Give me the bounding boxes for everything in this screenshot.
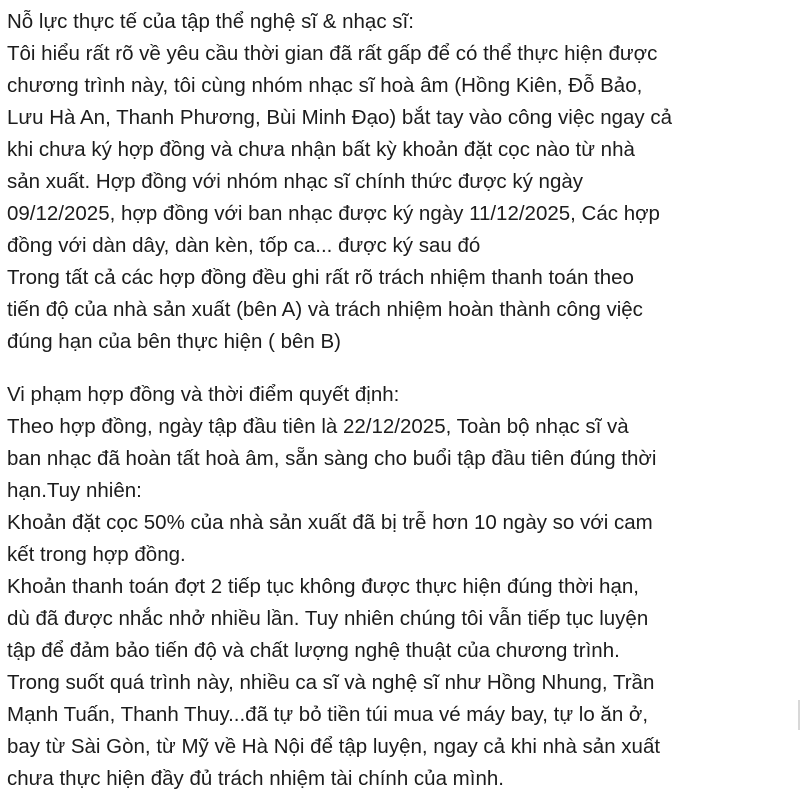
text-line: tiến độ của nhà sản xuất (bên A) và trách nhiệm hoàn thành công việc [7,298,643,321]
paragraph-contract-violation [7,379,800,795]
text-line: tập để đảm bảo tiến độ và chất lượng nghệ thuật của chương trình. [7,639,620,662]
paragraph-efforts [7,6,800,358]
text-line: Khoản đặt cọc 50% của nhà sản xuất đã bị trễ hơn 10 ngày so với cam [7,511,653,534]
post-text [7,6,800,795]
text-line: khi chưa ký hợp đồng và chưa nhận bất kỳ khoản đặt cọc nào từ nhà [7,138,635,161]
text-line: Trong tất cả các hợp đồng đều ghi rất rõ trách nhiệm thanh toán theo [7,266,634,289]
text-line: Vi phạm hợp đồng và thời điểm quyết định: [7,383,400,406]
text-line: đúng hạn của bên thực hiện ( bên B) [7,330,341,353]
text-line: 09/12/2025, hợp đồng với ban nhạc được ký ngày 11/12/2025, Các hợp [7,202,660,225]
text-line: chưa thực hiện đầy đủ trách nhiệm tài chính của mình. [7,767,504,790]
text-line: chương trình này, tôi cùng nhóm nhạc sĩ hoà âm (Hồng Kiên, Đỗ Bảo, [7,74,643,97]
text-line: Mạnh Tuấn, Thanh Thuy...đã tự bỏ tiền túi mua vé máy bay, tự lo ăn ở, [7,703,649,726]
text-line: Trong suốt quá trình này, nhiều ca sĩ và nghệ sĩ như Hồng Nhung, Trần [7,671,655,694]
text-line: bay từ Sài Gòn, từ Mỹ về Hà Nội để tập luyện, ngay cả khi nhà sản xuất [7,735,661,758]
text-line: đồng với dàn dây, dàn kèn, tốp ca... được ký sau đó [7,234,481,257]
text-line: hạn.Tuy nhiên: [7,479,142,502]
text-line: Lưu Hà An, Thanh Phương, Bùi Minh Đạo) bắt tay vào công việc ngay cả [7,106,673,129]
text-line: Tôi hiểu rất rõ về yêu cầu thời gian đã rất gấp để có thể thực hiện được [7,42,658,65]
text-line: sản xuất. Hợp đồng với nhóm nhạc sĩ chính thức được ký ngày [7,170,584,193]
text-line: ban nhạc đã hoàn tất hoà âm, sẵn sàng cho buổi tập đầu tiên đúng thời [7,447,657,470]
text-line: dù đã được nhắc nhở nhiều lần. Tuy nhiên chúng tôi vẫn tiếp tục luyện [7,607,649,630]
text-line: Nỗ lực thực tế của tập thể nghệ sĩ & nhạc sĩ: [7,10,414,33]
text-line: kết trong hợp đồng. [7,543,186,566]
text-line: Theo hợp đồng, ngày tập đầu tiên là 22/12/2025, Toàn bộ nhạc sĩ và [7,415,629,438]
text-line: Khoản thanh toán đợt 2 tiếp tục không được thực hiện đúng thời hạn, [7,575,639,598]
